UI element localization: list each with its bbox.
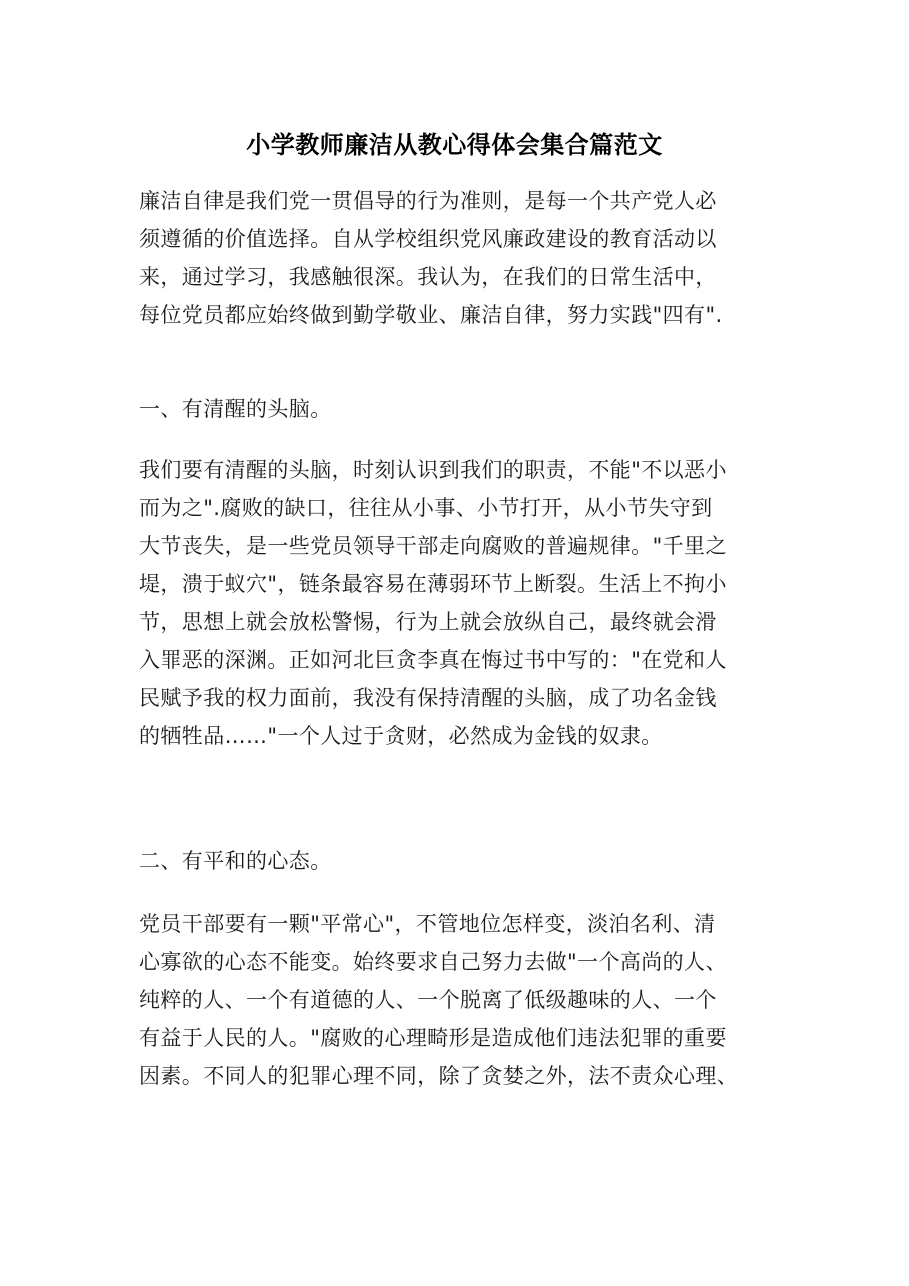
paragraph-line: 而为之".腐败的缺口，往往从小事、小节打开，从小节失守到	[139, 496, 713, 520]
paragraph-line: 心寡欲的心态不能变。始终要求自己努力去做"一个高尚的人、	[139, 950, 727, 974]
heading-text: 一、有清醒的头脑。	[139, 397, 332, 421]
paragraph-line: 须遵循的价值选择。自从学校组织党风廉政建设的教育活动以	[139, 227, 717, 251]
paragraph-line: 纯粹的人、一个有道德的人、一个脱离了低级趣味的人、一个	[139, 988, 717, 1012]
heading-text: 二、有平和的心态。	[139, 849, 332, 873]
paragraph-line: 廉洁自律是我们党一贯倡导的行为准则，是每一个共产党人必	[139, 189, 717, 213]
section-heading-2	[139, 842, 779, 880]
section1-paragraph	[139, 451, 779, 755]
paragraph-line: 的牺牲品……"一个人过于贪财，必然成为金钱的奴隶。	[139, 724, 663, 748]
section2-paragraph	[139, 905, 779, 1095]
paragraph-line: 党员干部要有一颗"平常心"，不管地位怎样变，淡泊名利、清	[139, 912, 716, 936]
paragraph-line: 有益于人民的人。"腐败的心理畸形是造成他们违法犯罪的重要	[139, 1026, 727, 1050]
document-title: 小学教师廉洁从教心得体会集合篇范文	[246, 131, 663, 159]
paragraph-line: 我们要有清醒的头脑，时刻认识到我们的职责，不能"不以恶小	[139, 458, 727, 482]
paragraph-line: 大节丧失，是一些党员领导干部走向腐败的普遍规律。"千里之	[139, 534, 727, 558]
intro-paragraph	[139, 182, 779, 334]
paragraph-line: 堤，溃于蚁穴"，链条最容易在薄弱环节上断裂。生活上不拘小	[139, 572, 727, 596]
paragraph-line: 入罪恶的深渊。正如河北巨贪李真在悔过书中写的："在党和人	[139, 648, 727, 672]
paragraph-line: 每位党员都应始终做到勤学敬业、廉洁自律，努力实践"四有".	[139, 303, 723, 327]
paragraph-line: 因素。不同人的犯罪心理不同，除了贪婪之外，法不责众心理、	[139, 1064, 739, 1088]
section-heading-1	[139, 390, 779, 428]
paragraph-line: 民赋予我的权力面前，我没有保持清醒的头脑，成了功名金钱	[139, 686, 717, 710]
paragraph-line: 来，通过学习，我感触很深。我认为，在我们的日常生活中，	[139, 265, 717, 289]
paragraph-line: 节，思想上就会放松警惕，行为上就会放纵自己，最终就会滑	[139, 610, 717, 634]
